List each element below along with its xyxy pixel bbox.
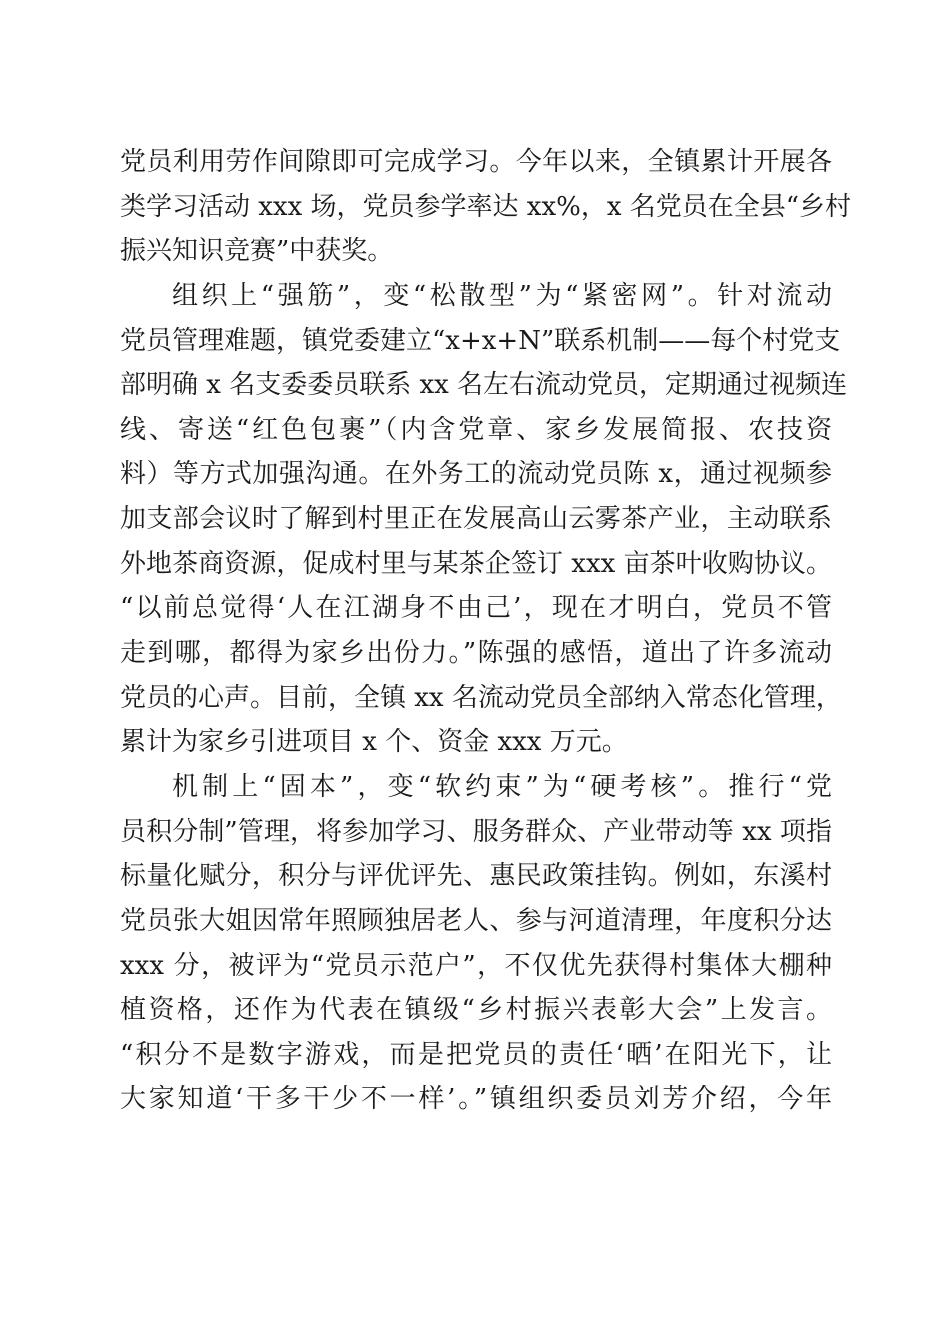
text-line: 加支部会议时了解到村里正在发展高山云雾茶产业，主动联系 xyxy=(120,504,832,535)
text-line: 组织上“强筋”，变“松散型”为“紧密网”。针对流动 xyxy=(172,280,832,311)
text-line: “积分不是数字游戏，而是把党员的责任‘晒’在阳光下，让 xyxy=(120,1039,832,1070)
text-line: 机制上“固本”，变“软约束”为“硬考核”。推行“党 xyxy=(172,771,832,802)
text-line: 植资格，还作为代表在镇级“乡村振兴表彰大会”上发言。 xyxy=(120,995,832,1026)
text-line: 线、寄送“红色包裹”（内含党章、家乡发展简报、农技资 xyxy=(120,414,832,445)
text-line: 振兴知识竞赛”中获奖。 xyxy=(120,236,394,267)
text-line: 员积分制”管理，将参加学习、服务群众、产业带动等 xx 项指 xyxy=(120,816,832,847)
text-line: 外地茶商资源，促成村里与某茶企签订 xxx 亩茶叶收购协议。 xyxy=(120,548,832,579)
paragraph-3 xyxy=(120,765,832,1122)
text-line: 料）等方式加强沟通。在外务工的流动党员陈 x，通过视频参 xyxy=(120,459,832,490)
text-line: 党员管理难题，镇党委建立“x+x+N”联系机制——每个村党支 xyxy=(120,325,841,356)
text-line: 党员张大姐因常年照顾独居老人、参与河道清理，年度积分达 xyxy=(120,905,832,936)
text-line: 大家知道‘干多干少不一样’。”镇组织委员刘芳介绍，今年 xyxy=(120,1084,832,1115)
text-line: 党员利用劳作间隙即可完成学习。今年以来，全镇累计开展各 xyxy=(120,147,832,177)
text-line: “以前总觉得‘人在江湖身不由己’，现在才明白，党员不管 xyxy=(120,593,832,624)
text-line: 走到哪，都得为家乡出份力。”陈强的感悟，道出了许多流动 xyxy=(120,638,832,669)
text-line: 标量化赋分，积分与评优评先、惠民政策挂钩。例如，东溪村 xyxy=(120,861,832,892)
text-line: 部明确 x 名支委委员联系 xx 名左右流动党员，定期通过视频连 xyxy=(120,370,848,401)
text-line: xxx 分，被评为“党员示范户”，不仅优先获得村集体大棚种 xyxy=(120,950,832,981)
paragraph-2 xyxy=(120,274,848,765)
paragraph-1 xyxy=(120,140,852,274)
text-line: 类学习活动 xxx 场，党员参学率达 xx%，x 名党员在全县“乡村 xyxy=(120,191,852,222)
text-line: 党员的心声。目前，全镇 xx 名流动党员全部纳入常态化管理， xyxy=(120,682,842,713)
document-body xyxy=(120,140,852,1122)
text-line: 累计为家乡引进项目 x 个、资金 xxx 万元。 xyxy=(120,727,628,758)
